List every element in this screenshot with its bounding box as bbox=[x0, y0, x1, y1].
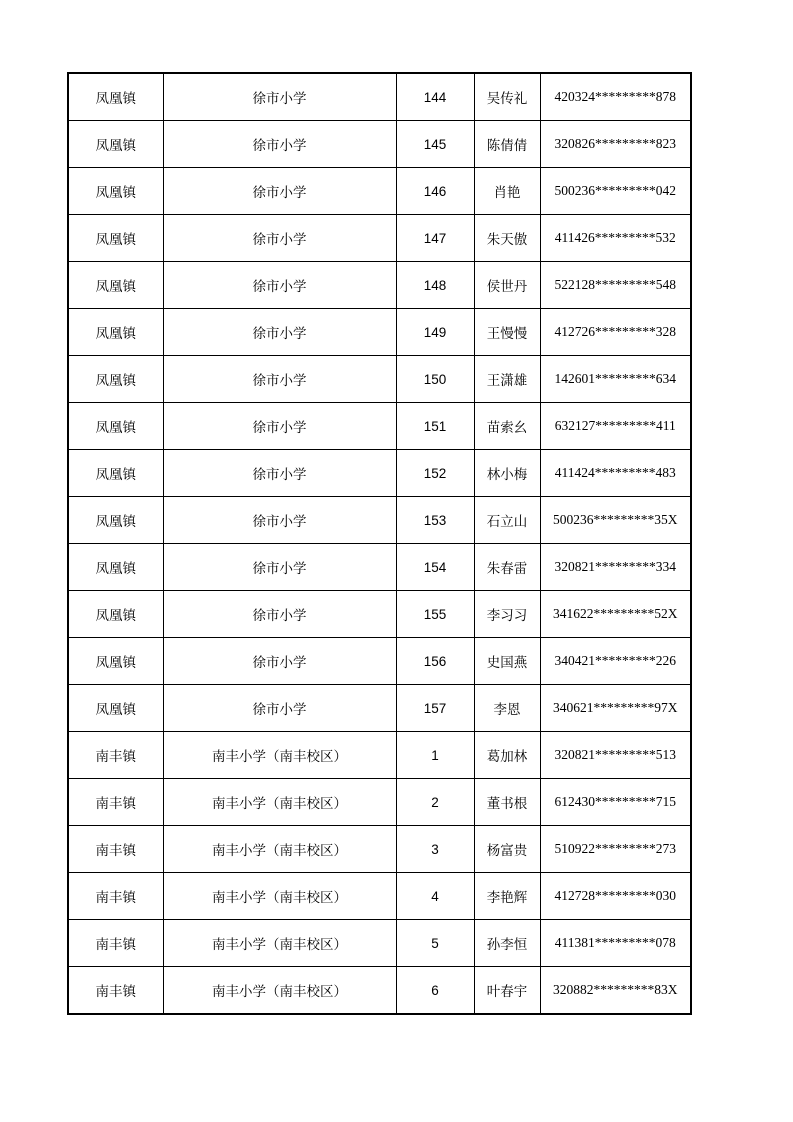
name-cell: 肖艳 bbox=[474, 168, 540, 215]
school-cell: 徐市小学 bbox=[163, 309, 396, 356]
school-cell: 徐市小学 bbox=[163, 591, 396, 638]
table-row bbox=[68, 497, 691, 544]
school-cell: 徐市小学 bbox=[163, 544, 396, 591]
name-cell: 孙李恒 bbox=[474, 920, 540, 967]
id-number-cell: 412728*********030 bbox=[540, 873, 691, 920]
number-cell: 157 bbox=[396, 685, 474, 732]
table-row bbox=[68, 732, 691, 779]
town-cell: 凤凰镇 bbox=[68, 215, 163, 262]
id-number-cell: 340621*********97X bbox=[540, 685, 691, 732]
number-cell: 150 bbox=[396, 356, 474, 403]
id-number-cell: 142601*********634 bbox=[540, 356, 691, 403]
table-row bbox=[68, 73, 691, 121]
table-row bbox=[68, 685, 691, 732]
table-row bbox=[68, 168, 691, 215]
id-number-cell: 500236*********35X bbox=[540, 497, 691, 544]
school-cell: 徐市小学 bbox=[163, 685, 396, 732]
id-number-cell: 411424*********483 bbox=[540, 450, 691, 497]
id-number-cell: 340421*********226 bbox=[540, 638, 691, 685]
town-cell: 凤凰镇 bbox=[68, 497, 163, 544]
school-cell: 南丰小学（南丰校区） bbox=[163, 732, 396, 779]
town-cell: 凤凰镇 bbox=[68, 262, 163, 309]
number-cell: 2 bbox=[396, 779, 474, 826]
number-cell: 145 bbox=[396, 121, 474, 168]
id-number-cell: 522128*********548 bbox=[540, 262, 691, 309]
name-cell: 石立山 bbox=[474, 497, 540, 544]
number-cell: 4 bbox=[396, 873, 474, 920]
town-cell: 凤凰镇 bbox=[68, 121, 163, 168]
id-number-cell: 612430*********715 bbox=[540, 779, 691, 826]
name-cell: 王潇雄 bbox=[474, 356, 540, 403]
school-cell: 徐市小学 bbox=[163, 356, 396, 403]
name-cell: 吴传礼 bbox=[474, 73, 540, 121]
table-row bbox=[68, 262, 691, 309]
number-cell: 155 bbox=[396, 591, 474, 638]
id-number-cell: 411426*********532 bbox=[540, 215, 691, 262]
town-cell: 南丰镇 bbox=[68, 967, 163, 1015]
table-row bbox=[68, 779, 691, 826]
id-number-cell: 412726*********328 bbox=[540, 309, 691, 356]
table-row bbox=[68, 638, 691, 685]
number-cell: 147 bbox=[396, 215, 474, 262]
name-cell: 李艳辉 bbox=[474, 873, 540, 920]
name-cell: 林小梅 bbox=[474, 450, 540, 497]
id-number-cell: 420324*********878 bbox=[540, 73, 691, 121]
town-cell: 南丰镇 bbox=[68, 873, 163, 920]
table-row bbox=[68, 356, 691, 403]
name-cell: 杨富贵 bbox=[474, 826, 540, 873]
town-cell: 凤凰镇 bbox=[68, 73, 163, 121]
table-row bbox=[68, 826, 691, 873]
town-cell: 凤凰镇 bbox=[68, 638, 163, 685]
number-cell: 156 bbox=[396, 638, 474, 685]
number-cell: 149 bbox=[396, 309, 474, 356]
id-number-cell: 411381*********078 bbox=[540, 920, 691, 967]
number-cell: 144 bbox=[396, 73, 474, 121]
table-row bbox=[68, 215, 691, 262]
school-cell: 徐市小学 bbox=[163, 262, 396, 309]
table-row bbox=[68, 450, 691, 497]
id-number-cell: 500236*********042 bbox=[540, 168, 691, 215]
number-cell: 1 bbox=[396, 732, 474, 779]
name-cell: 王慢慢 bbox=[474, 309, 540, 356]
table-row bbox=[68, 873, 691, 920]
town-cell: 凤凰镇 bbox=[68, 403, 163, 450]
school-cell: 南丰小学（南丰校区） bbox=[163, 873, 396, 920]
town-cell: 凤凰镇 bbox=[68, 450, 163, 497]
table-row bbox=[68, 967, 691, 1015]
number-cell: 6 bbox=[396, 967, 474, 1015]
school-cell: 徐市小学 bbox=[163, 121, 396, 168]
name-cell: 陈倩倩 bbox=[474, 121, 540, 168]
school-cell: 徐市小学 bbox=[163, 497, 396, 544]
school-cell: 徐市小学 bbox=[163, 638, 396, 685]
name-cell: 李习习 bbox=[474, 591, 540, 638]
school-cell: 南丰小学（南丰校区） bbox=[163, 920, 396, 967]
id-number-cell: 320882*********83X bbox=[540, 967, 691, 1015]
name-cell: 朱春雷 bbox=[474, 544, 540, 591]
id-number-cell: 632127*********411 bbox=[540, 403, 691, 450]
name-cell: 葛加林 bbox=[474, 732, 540, 779]
town-cell: 凤凰镇 bbox=[68, 591, 163, 638]
name-cell: 侯世丹 bbox=[474, 262, 540, 309]
school-cell: 徐市小学 bbox=[163, 168, 396, 215]
school-cell: 徐市小学 bbox=[163, 450, 396, 497]
number-cell: 5 bbox=[396, 920, 474, 967]
town-cell: 南丰镇 bbox=[68, 779, 163, 826]
table-row bbox=[68, 920, 691, 967]
school-cell: 徐市小学 bbox=[163, 403, 396, 450]
id-number-cell: 320821*********513 bbox=[540, 732, 691, 779]
town-cell: 南丰镇 bbox=[68, 826, 163, 873]
table-row bbox=[68, 309, 691, 356]
town-cell: 南丰镇 bbox=[68, 732, 163, 779]
school-cell: 南丰小学（南丰校区） bbox=[163, 967, 396, 1015]
name-cell: 李恩 bbox=[474, 685, 540, 732]
id-number-cell: 320821*********334 bbox=[540, 544, 691, 591]
name-cell: 史国燕 bbox=[474, 638, 540, 685]
school-cell: 南丰小学（南丰校区） bbox=[163, 826, 396, 873]
name-cell: 苗索幺 bbox=[474, 403, 540, 450]
town-cell: 凤凰镇 bbox=[68, 685, 163, 732]
number-cell: 154 bbox=[396, 544, 474, 591]
id-number-cell: 510922*********273 bbox=[540, 826, 691, 873]
town-cell: 南丰镇 bbox=[68, 920, 163, 967]
table-row bbox=[68, 121, 691, 168]
name-cell: 董书根 bbox=[474, 779, 540, 826]
name-cell: 叶春宇 bbox=[474, 967, 540, 1015]
town-cell: 凤凰镇 bbox=[68, 544, 163, 591]
table-row bbox=[68, 544, 691, 591]
number-cell: 146 bbox=[396, 168, 474, 215]
school-cell: 徐市小学 bbox=[163, 215, 396, 262]
table-row bbox=[68, 403, 691, 450]
number-cell: 153 bbox=[396, 497, 474, 544]
town-cell: 凤凰镇 bbox=[68, 168, 163, 215]
id-number-cell: 341622*********52X bbox=[540, 591, 691, 638]
school-cell: 徐市小学 bbox=[163, 73, 396, 121]
town-cell: 凤凰镇 bbox=[68, 356, 163, 403]
number-cell: 152 bbox=[396, 450, 474, 497]
town-cell: 凤凰镇 bbox=[68, 309, 163, 356]
roster-table bbox=[67, 72, 692, 1015]
school-cell: 南丰小学（南丰校区） bbox=[163, 779, 396, 826]
roster-table-body bbox=[68, 73, 691, 1014]
table-row bbox=[68, 591, 691, 638]
id-number-cell: 320826*********823 bbox=[540, 121, 691, 168]
name-cell: 朱天傲 bbox=[474, 215, 540, 262]
number-cell: 151 bbox=[396, 403, 474, 450]
number-cell: 3 bbox=[396, 826, 474, 873]
number-cell: 148 bbox=[396, 262, 474, 309]
